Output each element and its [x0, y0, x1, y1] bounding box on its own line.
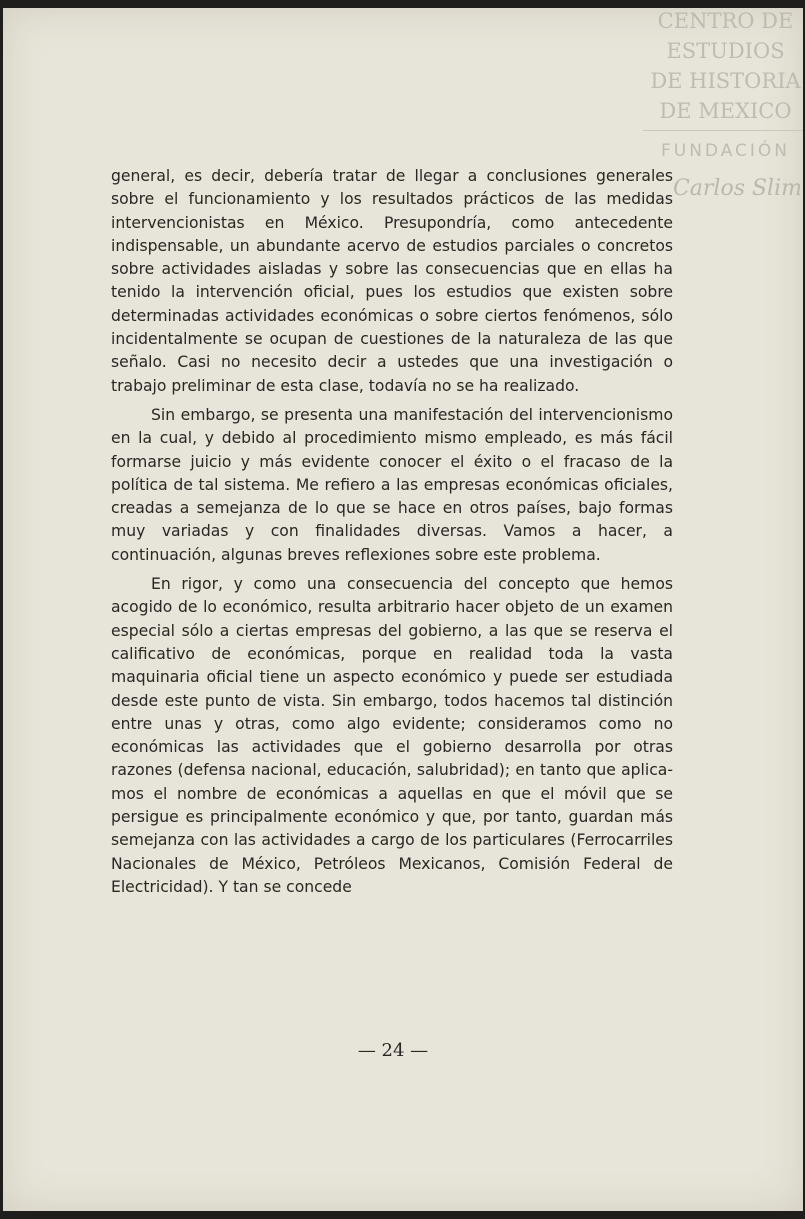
paragraph: En rigor, y como una consecuencia del concepto que hemos acogido de lo económico, resulta arbitrario hacer objeto de un examen especial sólo a ciertas empresas del gobierno, a las que se reserva el calificativo de económicas, porque en realidad toda la vasta maquinaria oficial tiene un aspecto económico y puede ser estudiada desde este punto de vista. Sin embargo, todos hacemos tal distinción entre unas y otras, como algo evidente; consideramos como no económicas las actividades que el gobierno desarrolla por otras razones (defensa nacional, educación, salubridad); en tanto que aplicamos el nombre de económicas a aquellas en que el móvil que se persigue es principalmente económico y que, por tanto, guardan más semejanza con las actividades a cargo de los particulares (Ferrocarriles Nacionales de México, Petróleos Mexicanos, Comisión Federal de Electricidad). Y tan se concede: [111, 575, 673, 896]
watermark-divider: [643, 130, 803, 131]
body-text: [111, 165, 673, 905]
watermark-line: DE MEXICO: [659, 99, 792, 123]
watermark-line: DE HISTORIA: [650, 69, 801, 93]
page-number: — 24 —: [357, 1040, 429, 1061]
paragraph: general, es decir, debería tratar de llegar a conclusiones generales sobre el funcionamiento y los resultados prácticos de las medidas intervencionistas en México. Presupondría, como antecedente indispensable, un abundante acervo de estudios parciales o concretos sobre actividades aisladas y sobre las consecuencias que en ellas ha tenido la intervención oficial, pues los estudios que existen sobre determinadas actividades económicas o sobre ciertos fenómenos, sólo incidentalmente se ocupan de cuestiones de la naturaleza de las que señalo. Casi no necesito decir a ustedes que una investigación o trabajo preliminar de esta clase, todavía no se ha realizado.: [111, 167, 673, 395]
watermark-foundation: FUNDACIÓN: [660, 141, 791, 161]
watermark-line: ESTUDIOS: [666, 39, 785, 63]
document-page: [3, 8, 803, 1211]
watermark-signature: Carlos Slim: [672, 176, 802, 201]
paragraph: Sin embargo, se presenta una manifestación del intervencionismo en la cual, y debido al procedimiento mismo empleado, es más fácil formarse juicio y más evidente conocer el éxito o el fracaso de la política de tal sistema. Me refiero a las empresas económicas oficiales, creadas a semejanza de lo que se hace en otros países, bajo formas muy variadas y con finalidades diversas. Vamos a hacer, a continuación, algunas breves reflexiones sobre este problema.: [111, 405, 673, 564]
archive-watermark: [643, 8, 803, 201]
watermark-line: CENTRO DE: [657, 9, 794, 33]
